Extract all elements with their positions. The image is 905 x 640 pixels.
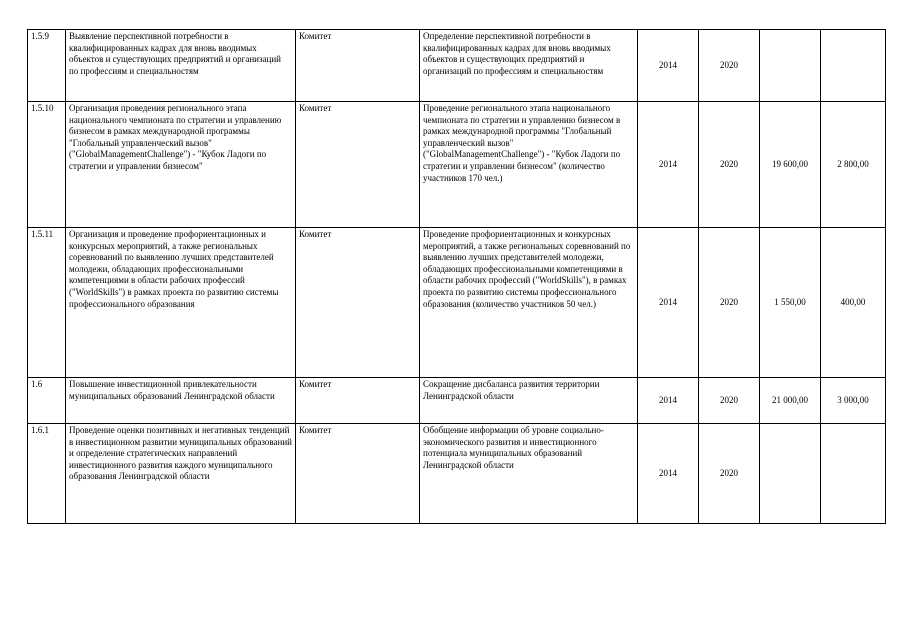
item-end-year: 2020 bbox=[699, 228, 760, 378]
item-total: 21 000,00 bbox=[760, 378, 821, 424]
item-value: 3 000,00 bbox=[821, 378, 886, 424]
item-end-year: 2020 bbox=[699, 102, 760, 228]
item-total bbox=[760, 424, 821, 524]
item-total: 1 550,00 bbox=[760, 228, 821, 378]
item-end-year: 2020 bbox=[699, 30, 760, 102]
item-result: Проведение регионального этапа национального чемпионата по стратегии и управлению бизнесом в рамках международной программы "Глобальный управленческий вызов" ("GlobalManagementChallenge") - "Кубок Ладоги по стратегии и управлении бизнесом" (количество участников 170 чел.) bbox=[420, 102, 638, 228]
item-name: Повышение инвестиционной привлекательности муниципальных образований Ленинградской области bbox=[66, 378, 296, 424]
table-row bbox=[28, 424, 886, 524]
item-executor: Комитет bbox=[296, 30, 420, 102]
item-end-year: 2020 bbox=[699, 424, 760, 524]
item-number: 1.6 bbox=[28, 378, 66, 424]
item-value: 2 800,00 bbox=[821, 102, 886, 228]
item-name: Организация и проведение профориентационных и конкурсных мероприятий, а также региональных соревнований по выявлению лучших представителей молодежи, обладающих профессиональными компетенциями в области рабочих профессий ("WorldSkills") в рамках проекта по развитию системы профессионального образования bbox=[66, 228, 296, 378]
item-value bbox=[821, 30, 886, 102]
table-row bbox=[28, 30, 886, 102]
table-row bbox=[28, 228, 886, 378]
item-executor: Комитет bbox=[296, 378, 420, 424]
table-row bbox=[28, 378, 886, 424]
item-executor: Комитет bbox=[296, 228, 420, 378]
item-name: Организация проведения регионального этапа национального чемпионата по стратегии и управлению бизнесом в рамках международной программы "Глобальный управленческий вызов" ("GlobalManagementChallenge") - "Кубок Ладоги по стратегии и управлении бизнесом" bbox=[66, 102, 296, 228]
item-number: 1.5.9 bbox=[28, 30, 66, 102]
item-number: 1.5.11 bbox=[28, 228, 66, 378]
item-start-year: 2014 bbox=[638, 30, 699, 102]
item-result: Обобщение информации об уровне социально-экономического развития и инвестиционного потенциала муниципальных образований Ленинградской области bbox=[420, 424, 638, 524]
item-name: Выявление перспективной потребности в квалифицированных кадрах для вновь вводимых объектов и существующих предприятий и организаций по профессиям и специальностям bbox=[66, 30, 296, 102]
item-result: Определение перспективной потребности в квалифицированных кадрах для вновь вводимых объектов и существующих предприятий и организаций по профессиям и специальностям bbox=[420, 30, 638, 102]
item-result: Сокращение дисбаланса развития территории Ленинградской области bbox=[420, 378, 638, 424]
item-executor: Комитет bbox=[296, 102, 420, 228]
item-value: 400,00 bbox=[821, 228, 886, 378]
item-start-year: 2014 bbox=[638, 228, 699, 378]
item-name: Проведение оценки позитивных и негативных тенденций в инвестиционном развитии муниципальных образований и определение стратегических направлений инвестиционного развития каждого муниципального образования Ленинградской области bbox=[66, 424, 296, 524]
item-total: 19 600,00 bbox=[760, 102, 821, 228]
program-table bbox=[27, 29, 886, 524]
item-result: Проведение профориентационных и конкурсных мероприятий, а также региональных соревнований по выявлению лучших представителей молодежи, обладающих профессиональными компетенциями в области рабочих профессий ("WorldSkills"), в рамках проекта по развитию системы профессионального образования (количество участников 50 чел.) bbox=[420, 228, 638, 378]
item-number: 1.5.10 bbox=[28, 102, 66, 228]
item-end-year: 2020 bbox=[699, 378, 760, 424]
item-number: 1.6.1 bbox=[28, 424, 66, 524]
item-value bbox=[821, 424, 886, 524]
item-start-year: 2014 bbox=[638, 424, 699, 524]
item-executor: Комитет bbox=[296, 424, 420, 524]
table-row bbox=[28, 102, 886, 228]
item-total bbox=[760, 30, 821, 102]
item-start-year: 2014 bbox=[638, 378, 699, 424]
item-start-year: 2014 bbox=[638, 102, 699, 228]
